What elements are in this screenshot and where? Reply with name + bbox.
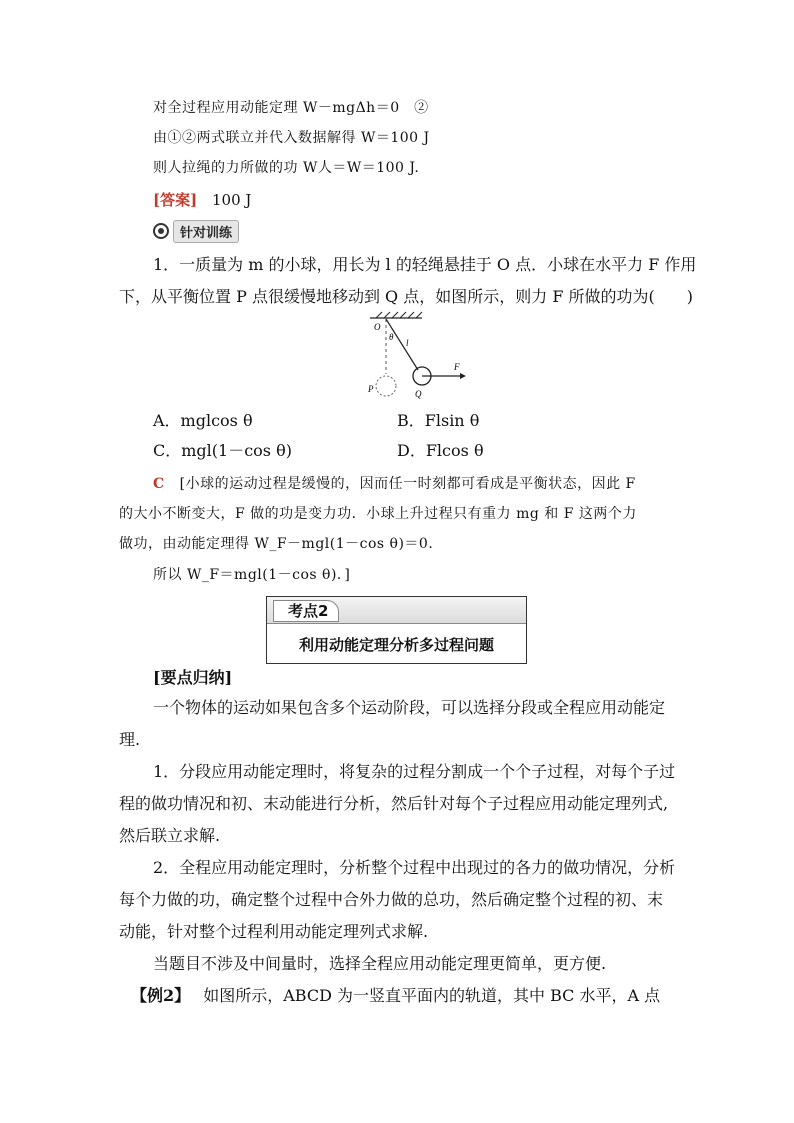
label-p: P bbox=[368, 384, 374, 394]
key-point-box bbox=[266, 596, 527, 664]
explanation-line-4: 所以 W_F＝mgl(1－cos θ)．] bbox=[153, 567, 351, 583]
string-line bbox=[386, 319, 418, 370]
label-l: l bbox=[406, 338, 409, 348]
ceiling-hatching bbox=[376, 312, 422, 318]
option-a: A．mglcos θ bbox=[153, 411, 253, 430]
label-o: O bbox=[374, 322, 381, 332]
explanation-line-1-text: [小球的运动过程是缓慢的，因而任一时刻都可看成是平衡状态，因此 F bbox=[179, 476, 636, 492]
key-point-title: 利用动能定理分析多过程问题 bbox=[298, 635, 494, 654]
summary-p2-line-1: 1．分段应用动能定理时，将复杂的过程分割成一个个子过程，对每个子过 bbox=[153, 762, 676, 781]
training-badge bbox=[153, 221, 239, 241]
answer-value: 100 J bbox=[211, 191, 252, 209]
summary-p3-line-2: 每个力做的功，确定整个过程中合外力做的总功，然后确定整个过程的初、末 bbox=[119, 890, 664, 909]
label-theta: θ bbox=[389, 332, 394, 342]
key-point-header bbox=[267, 597, 526, 624]
answer-letter: C bbox=[153, 476, 165, 492]
summary-p2-line-2: 程的做功情况和初、末动能进行分析，然后针对每个子过程应用动能定理列式, bbox=[119, 794, 669, 813]
summary-p3-line-3: 动能，针对整个过程利用动能定理列式求解. bbox=[119, 922, 429, 941]
example-2-tag: 【例2】 bbox=[131, 986, 191, 1005]
pendulum-diagram bbox=[360, 310, 480, 402]
label-f: F bbox=[454, 362, 460, 372]
solution-line-2: 由①②两式联立并代入数据解得 W＝100 J bbox=[153, 130, 430, 146]
summary-p1-line-2: 理. bbox=[119, 730, 141, 749]
answer-line bbox=[153, 190, 251, 210]
question-1-line-2: 下，从平衡位置 P 点很缓慢地移动到 Q 点，如图所示，则力 F 所做的功为( ) bbox=[119, 287, 693, 306]
explanation-line-2: 的大小不断变大，F 做的功是变力功．小球上升过程只有重力 mg 和 F 这两个力 bbox=[119, 506, 637, 522]
summary-p2-line-3: 然后联立求解. bbox=[119, 826, 221, 845]
summary-heading: [要点归纳] bbox=[153, 668, 233, 687]
example-2-line bbox=[131, 985, 660, 1007]
training-badge-label: 针对训练 bbox=[173, 220, 239, 243]
force-arrowhead bbox=[460, 373, 466, 379]
target-icon bbox=[153, 223, 169, 239]
option-c: C．mgl(1－cos θ) bbox=[153, 441, 292, 460]
explanation-line-3: 做功，由动能定理得 W_F－mgl(1－cos θ)＝0. bbox=[119, 536, 434, 552]
ball-p bbox=[376, 376, 396, 396]
explanation-line-1 bbox=[153, 474, 636, 494]
label-q: Q bbox=[415, 389, 422, 399]
solution-line-1: 对全过程应用动能定理 W－mgΔh＝0 ② bbox=[153, 100, 429, 116]
solution-line-3: 则人拉绳的力所做的功 W人＝W＝100 J. bbox=[153, 160, 420, 176]
summary-p1-line-1: 一个物体的运动如果包含多个运动阶段，可以选择分段或全程应用动能定 bbox=[153, 698, 666, 717]
answer-tag: [答案] bbox=[153, 191, 198, 209]
option-b: B．Flsin θ bbox=[397, 411, 480, 430]
summary-p4: 当题目不涉及中间量时，选择全程应用动能定理更简单，更方便. bbox=[153, 954, 607, 973]
summary-p3-line-1: 2．全程应用动能定理时，分析整个过程中出现过的各力的做功情况，分析 bbox=[153, 858, 676, 877]
question-1-line-1: 1．一质量为 m 的小球，用长为 l 的轻绳悬挂于 O 点．小球在水平力 F 作用 bbox=[153, 255, 697, 274]
option-d: D．Flcos θ bbox=[397, 441, 484, 460]
key-point-tab: 考点2 bbox=[273, 600, 339, 622]
example-2-text: 如图所示，ABCD 为一竖直平面内的轨道，其中 BC 水平，A 点 bbox=[203, 986, 661, 1005]
